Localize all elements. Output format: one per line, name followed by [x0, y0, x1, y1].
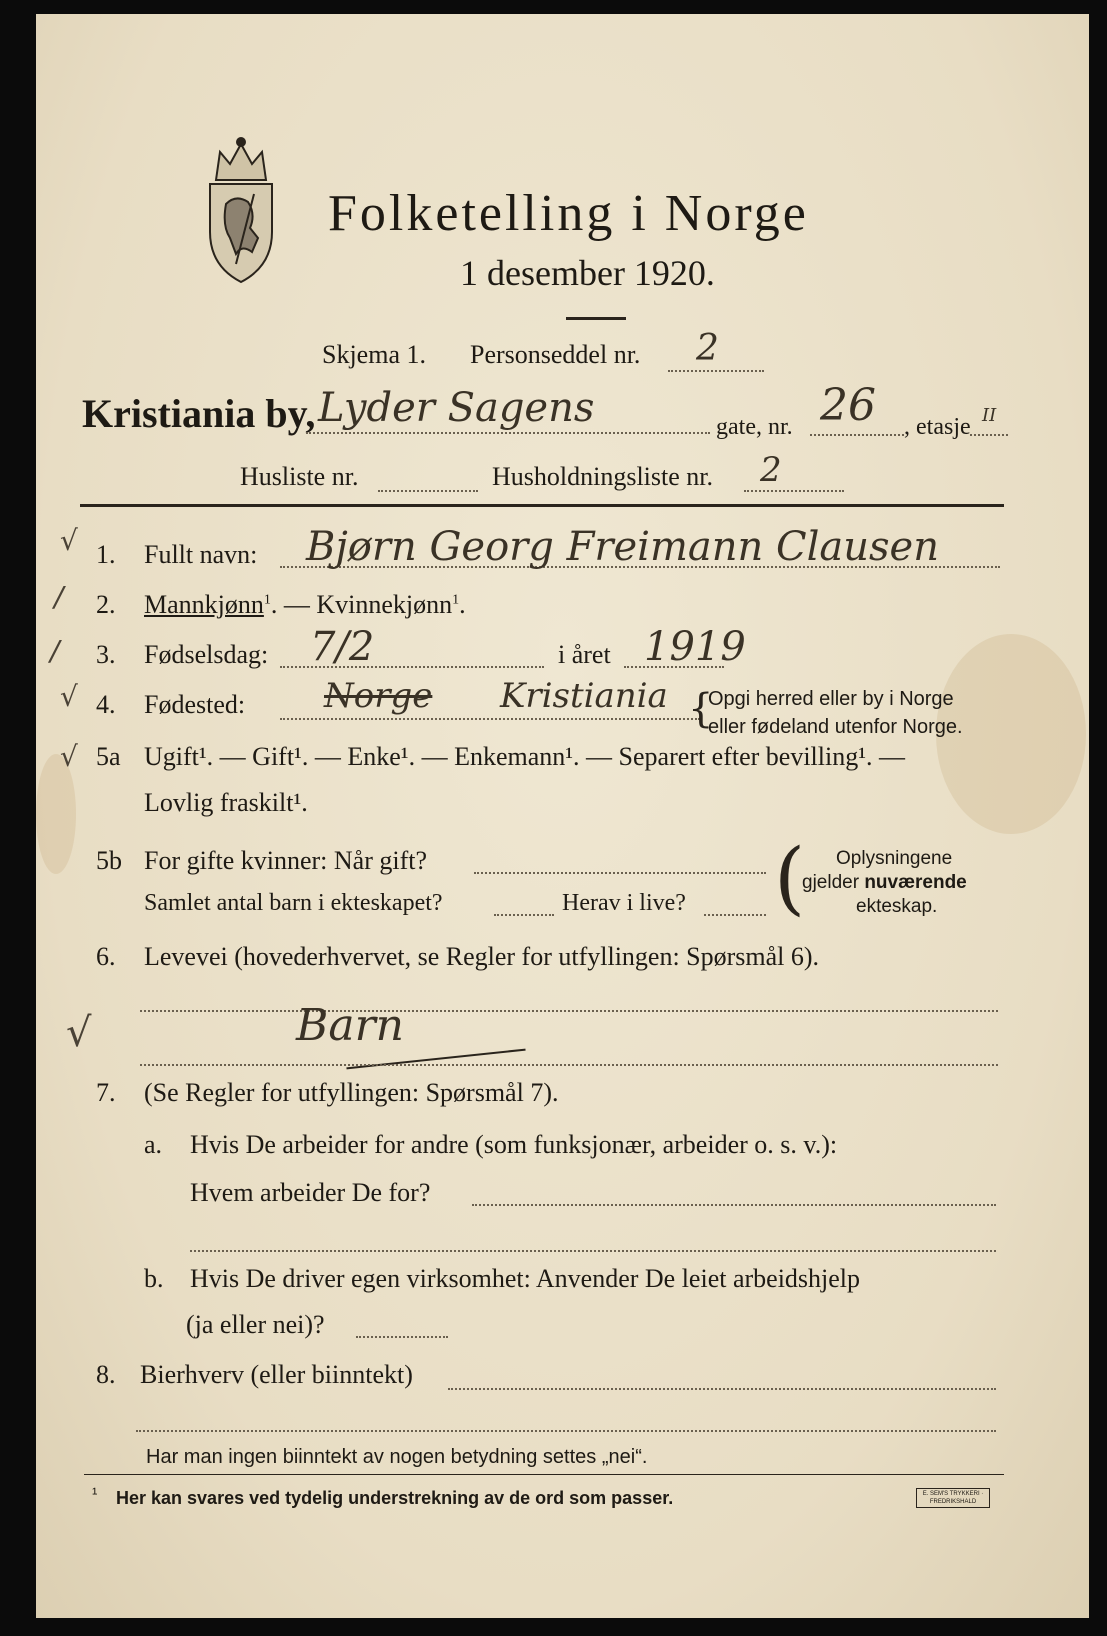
q5b-married-line — [474, 872, 766, 874]
q8-label: Bierhverv (eller biinntekt) — [140, 1360, 413, 1389]
q5b-note-line3: ekteskap. — [856, 896, 938, 917]
q5b-number: 5b — [96, 846, 122, 875]
q8-answer-line2 — [136, 1430, 996, 1432]
q5a-number: 5a — [96, 742, 121, 771]
q6-line2 — [140, 1064, 998, 1066]
q3-number: 3. — [96, 640, 116, 669]
q4-label: Fødested: — [144, 690, 246, 719]
q3-label: Fødselsdag: — [144, 640, 269, 669]
q6-occupation[interactable]: Barn — [296, 1000, 404, 1051]
q6-number: 6. — [96, 942, 116, 971]
q3-birth-year[interactable]: 1919 — [644, 624, 746, 670]
schema-label: Skjema 1. — [322, 340, 426, 369]
personseddel-value[interactable]: 2 — [696, 328, 719, 369]
q2-female-option[interactable]: Kvinnekjønn — [316, 590, 453, 619]
q5b-note-gjelder: gjelder — [802, 872, 865, 893]
q5b-note-line1: Oplysningene — [836, 848, 953, 869]
check-mark-icon: √ — [66, 1010, 92, 1056]
q5a-options-line1[interactable]: Ugift¹. — Gift¹. — Enke¹. — Enkemann¹. — Separert efter bevilling¹. — — [144, 742, 906, 771]
q7a-answer-line2 — [190, 1250, 996, 1252]
q2-male-option[interactable]: Mannkjønn — [144, 590, 264, 619]
check-mark-icon: √ — [60, 680, 78, 713]
q5b-children-line — [494, 914, 554, 916]
q2-separator: . — — [270, 590, 317, 619]
q6-label: Levevei (hovederhvervet, se Regler for utfyllingen: Spørsmål 6). — [144, 942, 820, 971]
husholdning-line — [744, 490, 844, 492]
q8-answer-line1 — [448, 1388, 996, 1390]
q2-sex-options: Mannkjønn$^1$. — Kvinnekjønn$^1$. — [144, 590, 466, 619]
etasje-label: , etasje — [904, 414, 971, 440]
husholdning-label: Husholdningsliste nr. — [492, 462, 714, 491]
q2-number: 2. — [96, 590, 116, 619]
q1-full-name[interactable]: Bjørn Georg Freimann Clausen — [306, 524, 939, 570]
footnote-text: Her kan svares ved tydelig understrekning av de ord som passer. — [116, 1488, 674, 1508]
city-label: Kristiania by, — [82, 391, 316, 436]
check-mark-icon: / — [50, 634, 60, 667]
q7a-letter: a. — [144, 1130, 163, 1159]
q6-line1 — [140, 1010, 998, 1012]
q5b-line1: For gifte kvinner: Når gift? — [144, 846, 428, 875]
q5b-alive-label: Herav i live? — [562, 890, 686, 916]
q8-number: 8. — [96, 1360, 116, 1389]
header-divider — [80, 504, 1004, 507]
q7a-line1: Hvis De arbeider for andre (som funksjonær, arbeider o. s. v.): — [190, 1130, 838, 1159]
q1-number: 1. — [96, 540, 116, 569]
q3-year-label: i året — [558, 640, 611, 669]
q1-label: Fullt navn: — [144, 540, 258, 569]
q4-number: 4. — [96, 690, 116, 719]
q3-birth-date[interactable]: 7/2 — [310, 624, 375, 670]
etasje-value[interactable]: II — [982, 405, 997, 426]
q2-end: . — [459, 590, 466, 619]
q4-note-line1: Opgi herred eller by i Norge — [708, 688, 954, 710]
q7b-answer-line — [356, 1336, 448, 1338]
q5b-note-brace: ( — [774, 831, 806, 924]
q4-birthplace[interactable]: Kristiania — [500, 676, 668, 716]
personseddel-line — [668, 370, 764, 372]
street-line — [306, 432, 710, 434]
street-number-line — [810, 434, 904, 436]
footer-note: Har man ingen biinntekt av nogen betydning settes „nei“. — [146, 1446, 648, 1468]
personseddel-label: Personseddel nr. — [470, 340, 641, 369]
check-mark-icon: √ — [60, 740, 78, 773]
title-divider — [566, 317, 626, 320]
census-date: 1 desember 1920. — [460, 253, 715, 293]
gate-nr-label: gate, nr. — [716, 414, 793, 440]
etasje-line — [970, 434, 1008, 436]
q5b-children-label: Samlet antal barn i ekteskapet? — [144, 890, 443, 916]
q5a-options-line2[interactable]: Lovlig fraskilt¹. — [144, 788, 308, 817]
street-value[interactable]: Lyder Sagens — [318, 385, 595, 431]
q5b-note-line2 — [802, 872, 967, 894]
q4-note-brace: { — [688, 686, 714, 732]
q5b-alive-line — [704, 914, 766, 916]
husliste-label: Husliste nr. — [240, 462, 359, 491]
footer-divider — [84, 1474, 1004, 1475]
q7-label: (Se Regler for utfyllingen: Spørsmål 7). — [144, 1078, 559, 1107]
q4-note-line2: eller fødeland utenfor Norge. — [708, 716, 963, 738]
check-mark-icon: / — [54, 580, 64, 613]
printer-stamp: E. SEM'S TRYKKERI · FREDRIKSHALD — [916, 1488, 990, 1508]
q7b-letter: b. — [144, 1264, 164, 1293]
q4-struck-value: Norge — [324, 676, 433, 716]
norwegian-coat-of-arms-icon — [196, 134, 286, 286]
q5b-note-nuvaerende: nuværende — [864, 872, 967, 893]
check-mark-icon: √ — [60, 524, 78, 557]
form-title: Folketelling i Norge — [328, 185, 809, 242]
street-number-value[interactable]: 26 — [820, 380, 876, 431]
q4-line — [280, 718, 700, 720]
q7b-line2: (ja eller nei)? — [186, 1310, 325, 1339]
q7b-line1: Hvis De driver egen virksomhet: Anvender De leiet arbeidshjelp — [190, 1264, 861, 1293]
q7-number: 7. — [96, 1078, 116, 1107]
husholdning-value[interactable]: 2 — [760, 450, 782, 490]
husliste-line — [378, 490, 478, 492]
footnote-mark: ¹ — [92, 1486, 98, 1503]
q7a-answer-line1 — [472, 1204, 996, 1206]
q7a-line2: Hvem arbeider De for? — [190, 1178, 431, 1207]
